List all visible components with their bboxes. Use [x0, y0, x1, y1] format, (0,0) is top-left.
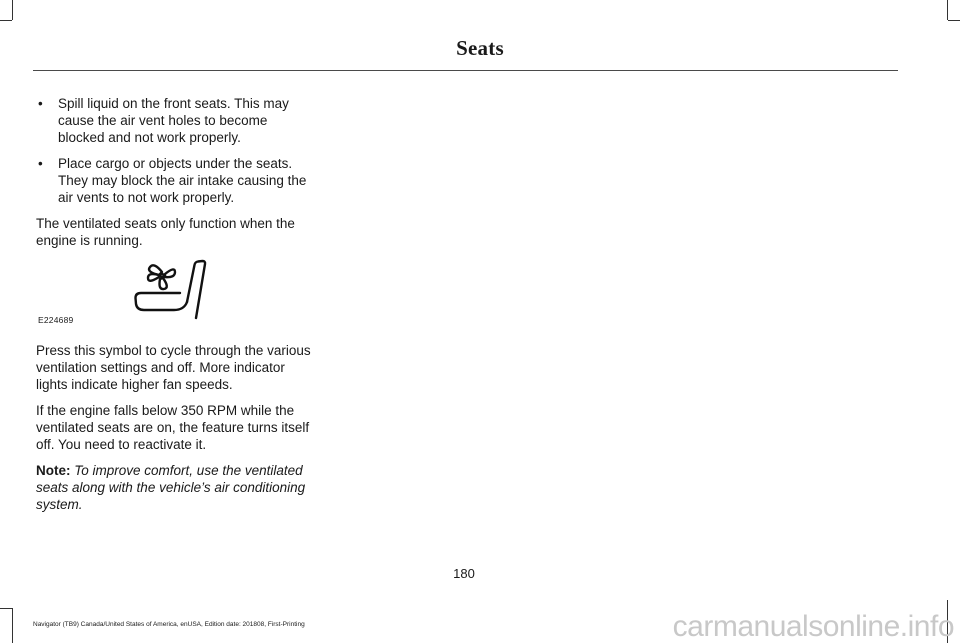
note — [36, 462, 316, 513]
content-column — [36, 95, 316, 522]
crop-mark-top-left-h — [0, 20, 12, 21]
list-item-text: Spill liquid on the front seats. This may cause the air vent holes to become blocked and not work properly. — [58, 96, 289, 145]
crop-mark-bottom-left-h — [0, 608, 12, 609]
page-number: 180 — [453, 566, 475, 581]
footer-edition-text: Navigator (TB9) Canada/United States of America, enUSA, Edition date: 201808, First-Printing — [33, 621, 305, 628]
note-text: To improve comfort, use the ventilated seats along with the vehicle’s air conditioning system. — [36, 463, 306, 512]
list-item — [36, 155, 316, 206]
crop-mark-bottom-left-v — [12, 608, 13, 643]
list-item — [36, 95, 316, 146]
figure-id: E224689 — [38, 315, 74, 325]
crop-mark-top-left-v — [12, 0, 13, 20]
ventilated-seat-figure — [36, 258, 316, 330]
paragraph-rpm: If the engine falls below 350 RPM while the ventilated seats are on, the feature turns itself off. You need to reactivate it. — [36, 403, 310, 452]
ventilated-seat-fan-icon — [132, 258, 212, 322]
bullet-icon: • — [38, 156, 43, 171]
page-title: Seats — [456, 36, 504, 60]
note-label: Note: — [36, 463, 71, 478]
caution-list — [36, 95, 316, 206]
watermark: carmanualsonline.info — [672, 610, 954, 643]
crop-mark-top-right-h — [948, 20, 960, 21]
list-item-text: Place cargo or objects under the seats. They may block the air intake causing the air vents to not work properly. — [58, 156, 307, 205]
header-divider — [33, 70, 898, 71]
paragraph-press: Press this symbol to cycle through the various ventilation settings and off. More indicator lights indicate higher fan speeds. — [36, 343, 311, 392]
paragraph-intro: The ventilated seats only function when the engine is running. — [36, 216, 295, 248]
crop-mark-top-right-v — [947, 0, 948, 20]
bullet-icon: • — [38, 96, 43, 111]
